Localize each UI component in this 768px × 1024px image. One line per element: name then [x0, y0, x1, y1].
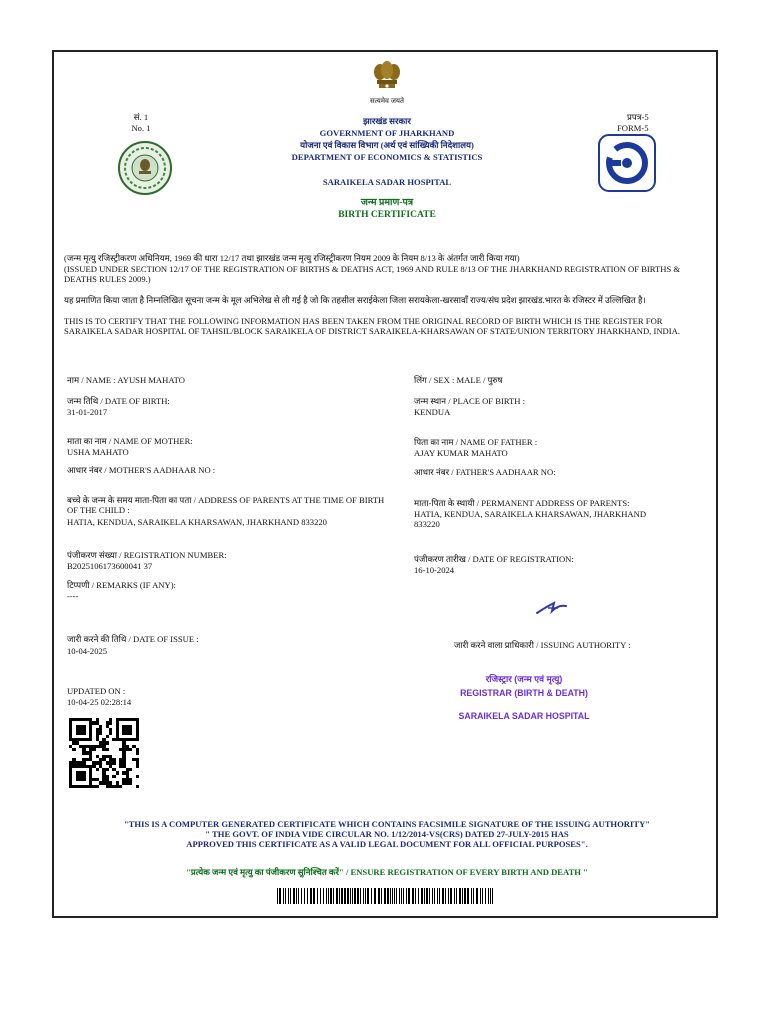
emblem-motto: सत्यमेव जयते — [370, 97, 404, 105]
dob-label: जन्म तिथि / DATE OF BIRTH: — [67, 396, 170, 406]
remarks-value: ---- — [67, 591, 79, 601]
crs-logo-icon — [598, 134, 656, 192]
pob-label: जन्म स्थान / PLACE OF BIRTH : — [414, 396, 526, 406]
updated-value: 10-04-25 02:28:14 — [67, 697, 132, 707]
mother-label: माता का नाम / NAME OF MOTHER: — [67, 436, 193, 446]
updated-label: UPDATED ON : — [67, 686, 126, 696]
footer-line-2: " THE GOVT. OF INDIA VIDE CIRCULAR NO. 1/12/2014-VS(CRS) DATED 27-JULY-2015 HAS — [205, 829, 569, 839]
form-en: FORM-5 — [617, 123, 649, 133]
father-aadhaar: आधार नंबर / FATHER'S AADHAAR NO: — [414, 467, 556, 477]
registrar-hindi: रजिस्ट्रार (जन्म एवं मृत्यु) — [485, 674, 563, 684]
number-hindi: सं. 1 — [133, 112, 149, 122]
issued-under-en: (ISSUED UNDER SECTION 12/17 OF THE REGISTRATION OF BIRTHS & DEATHS ACT, 1969 AND RULE 8/13 OF THE JHARKHAND REGISTRATION OF BIRTHS & DEATHS RULES 2009.) — [64, 264, 681, 284]
registrar-hospital: SARAIKELA SADAR HOSPITAL — [458, 711, 590, 721]
reg-date-label: पंजीकरण तारीख / DATE OF REGISTRATION: — [414, 554, 574, 564]
issue-date-label: जारी करने की तिथि / DATE OF ISSUE : — [67, 634, 199, 644]
father-label: पिता का नाम / NAME OF FATHER : — [414, 437, 538, 447]
mother-aadhaar: आधार नंबर / MOTHER'S AADHAAR NO : — [67, 465, 216, 475]
barcode-icon — [277, 888, 497, 904]
certify-hindi: यह प्रमाणित किया जाता है निम्नलिखित सूचना जन्म के मूल अभिलेख से ली गई है जो कि तहसील सराईकेला जिला सरायकेला-खरसावाँ राज्य/संघ प्रदेश झारखंड.भारत के रजिस्टर में उल्लिखित है। — [64, 295, 646, 305]
footer-line-3: APPROVED THIS CERTIFICATE AS A VALID LEGAL DOCUMENT FOR ALL OFFICIAL PURPOSES". — [186, 839, 588, 849]
registration-slogan: "प्रत्येक जन्म एवं मृत्यु का पंजीकरण सुनिश्चित करें" / ENSURE REGISTRATION OF EVERY BIRTH AND DEATH " — [186, 867, 588, 877]
issued-under-hindi: (जन्म मृत्यु रजिस्ट्रीकरण अधिनियम, 1969 की धारा 12/17 तथा झारखंड जन्म मृत्यु रजिस्ट्रीकरण नियम 2009 के नियम 8/13 के अंतर्गत जारी किया गया) — [64, 253, 520, 263]
name-field: नाम / NAME : AYUSH MAHATO — [67, 375, 185, 385]
certify-en: THIS IS TO CERTIFY THAT THE FOLLOWING INFORMATION HAS BEEN TAKEN FROM THE ORIGINAL RECORD OF BIRTH WHICH IS THE REGISTER FOR SARAIKELA SADAR HOSPITAL OF TAHSIL/BLOCK SARAIKELA OF DISTRICT SARAIKELA-KHARSAWAN OF STATE/UNION TERRITORY JHARKHAND, INDIA. — [64, 316, 680, 336]
form-hindi: प्रपत्र-5 — [627, 112, 649, 122]
qr-code-icon — [69, 718, 139, 788]
perm-address-label: माता-पिता के स्थायी / PERMANENT ADDRESS OF PARENTS: — [414, 498, 630, 508]
address-value: HATIA, KENDUA, SARAIKELA KHARSAWAN, JHARKHAND 833220 — [67, 517, 327, 527]
signature-icon — [534, 596, 570, 618]
jharkhand-seal-icon — [117, 140, 173, 196]
certificate-title-hindi: जन्म प्रमाण-पत्र — [360, 198, 414, 208]
footer-line-1: "THIS IS A COMPUTER GENERATED CERTIFICATE WHICH CONTAINS FACSIMILE SIGNATURE OF THE ISSUING AUTHORITY" — [123, 819, 651, 829]
pob-value: KENDUA — [414, 407, 451, 417]
sex-field: लिंग / SEX : MALE / पुरुष — [414, 375, 503, 385]
issue-date-value: 10-04-2025 — [67, 646, 108, 656]
number-en: No. 1 — [131, 123, 151, 133]
remarks-label: टिप्पणी / REMARKS (IF ANY): — [67, 580, 176, 590]
birth-certificate — [52, 50, 718, 918]
certificate-title: BIRTH CERTIFICATE — [338, 210, 436, 220]
hospital-name: SARAIKELA SADAR HOSPITAL — [322, 177, 452, 187]
govt-hindi: झारखंड सरकार — [363, 116, 411, 126]
reg-no-label: पंजीकरण संख्या / REGISTRATION NUMBER: — [67, 550, 227, 560]
dob-value: 31-01-2017 — [67, 407, 108, 417]
govt-en: GOVERNMENT OF JHARKHAND — [319, 128, 455, 138]
dept-hindi: योजना एवं विकास विभाग (अर्थ एवं सांख्यिकी निदेशालय) — [300, 140, 474, 150]
issuing-authority-label: जारी करने वाला प्राधिकारी / ISSUING AUTHORITY : — [454, 640, 631, 650]
perm-address-value: HATIA, KENDUA, SARAIKELA KHARSAWAN, JHARKHAND 833220 — [414, 509, 647, 529]
mother-value: USHA MAHATO — [67, 447, 129, 457]
address-label: बच्चे के जन्म के समय माता-पिता का पता / ADDRESS OF PARENTS AT THE TIME OF BIRTH OF THE CHILD : — [67, 495, 385, 515]
reg-date-value: 16-10-2024 — [414, 565, 455, 575]
reg-no-value: B2025106173600041 37 — [67, 561, 153, 571]
dept-en: DEPARTMENT OF ECONOMICS & STATISTICS — [291, 152, 483, 162]
registrar-en: REGISTRAR (BIRTH & DEATH) — [460, 688, 588, 698]
national-emblem-icon — [370, 60, 404, 96]
father-value: AJAY KUMAR MAHATO — [414, 448, 508, 458]
